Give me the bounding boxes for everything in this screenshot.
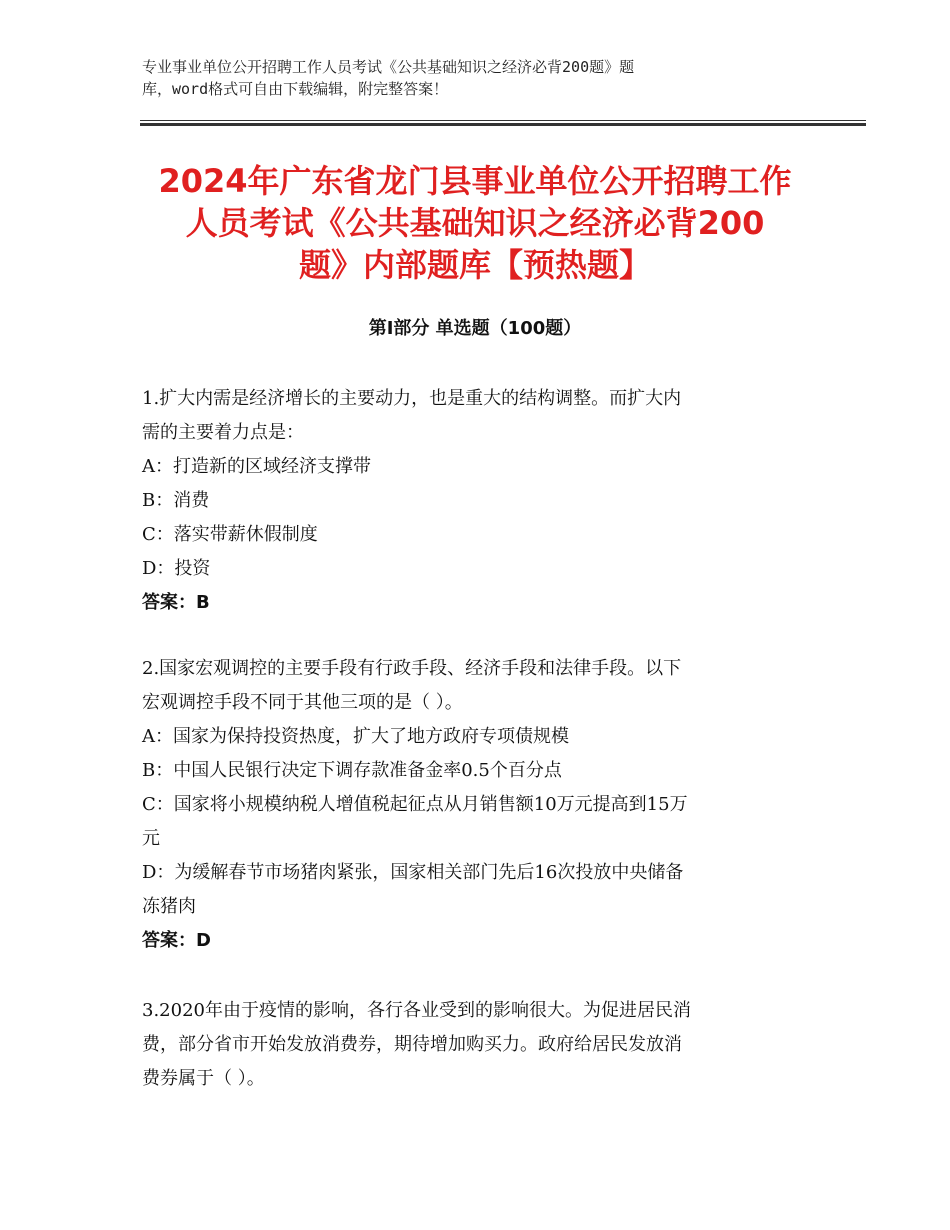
question-stem-line: 宏观调控手段不同于其他三项的是（ ）。: [142, 692, 463, 713]
title-line: 题》内部题库【预热题】: [298, 246, 651, 284]
question-stem-line: 1.扩大内需是经济增长的主要动力，也是重大的结构调整。而扩大内: [142, 388, 682, 409]
question-stem-line: 费，部分省市开始发放消费券，期待增加购买力。政府给居民发放消: [142, 1034, 682, 1055]
header-note-line: 专业事业单位公开招聘工作人员考试《公共基础知识之经济必背200题》题: [142, 58, 635, 76]
title-line: 2024年广东省龙门县事业单位公开招聘工作: [158, 162, 792, 200]
section-heading: 第I部分 单选题（100题）: [368, 318, 582, 339]
answer-line: [142, 586, 822, 620]
answer-label: 答案：: [142, 592, 196, 613]
option-d-continued: 冻猪肉: [142, 896, 196, 917]
question-3: [142, 994, 822, 1096]
option-b: B：中国人民银行决定下调存款准备金率0.5个百分点: [142, 760, 562, 781]
option-b: B：消费: [142, 490, 210, 511]
answer-label: 答案：: [142, 930, 196, 951]
option-c: C：国家将小规模纳税人增值税起征点从月销售额10万元提高到15万: [142, 794, 688, 815]
question-1: [142, 382, 822, 620]
answer-line: [142, 924, 822, 958]
header-divider-thick: [140, 123, 866, 126]
option-d: D：为缓解春节市场猪肉紧张，国家相关部门先后16次投放中央储备: [142, 862, 684, 883]
answer-value: D: [196, 930, 211, 951]
question-2: [142, 652, 822, 958]
answer-value: B: [196, 592, 210, 613]
title-line: 人员考试《公共基础知识之经济必背200: [185, 204, 765, 242]
option-c-continued: 元: [142, 828, 160, 849]
option-c: C：落实带薪休假制度: [142, 524, 318, 545]
header-note-line: 库，word格式可自由下载编辑，附完整答案！: [142, 80, 449, 98]
header-divider-thin: [140, 120, 866, 121]
document-title: [100, 160, 850, 286]
question-stem-line: 3.2020年由于疫情的影响，各行各业受到的影响很大。为促进居民消: [142, 1000, 691, 1021]
question-stem-line: 2.国家宏观调控的主要手段有行政手段、经济手段和法律手段。以下: [142, 658, 682, 679]
option-d: D：投资: [142, 558, 211, 579]
header-note: [142, 56, 822, 100]
question-stem-line: 需的主要着力点是：: [142, 422, 304, 443]
option-a: A：国家为保持投资热度，扩大了地方政府专项债规模: [142, 726, 569, 747]
option-a: A：打造新的区域经济支撑带: [142, 456, 371, 477]
question-stem-line: 费券属于（ ）。: [142, 1068, 265, 1089]
